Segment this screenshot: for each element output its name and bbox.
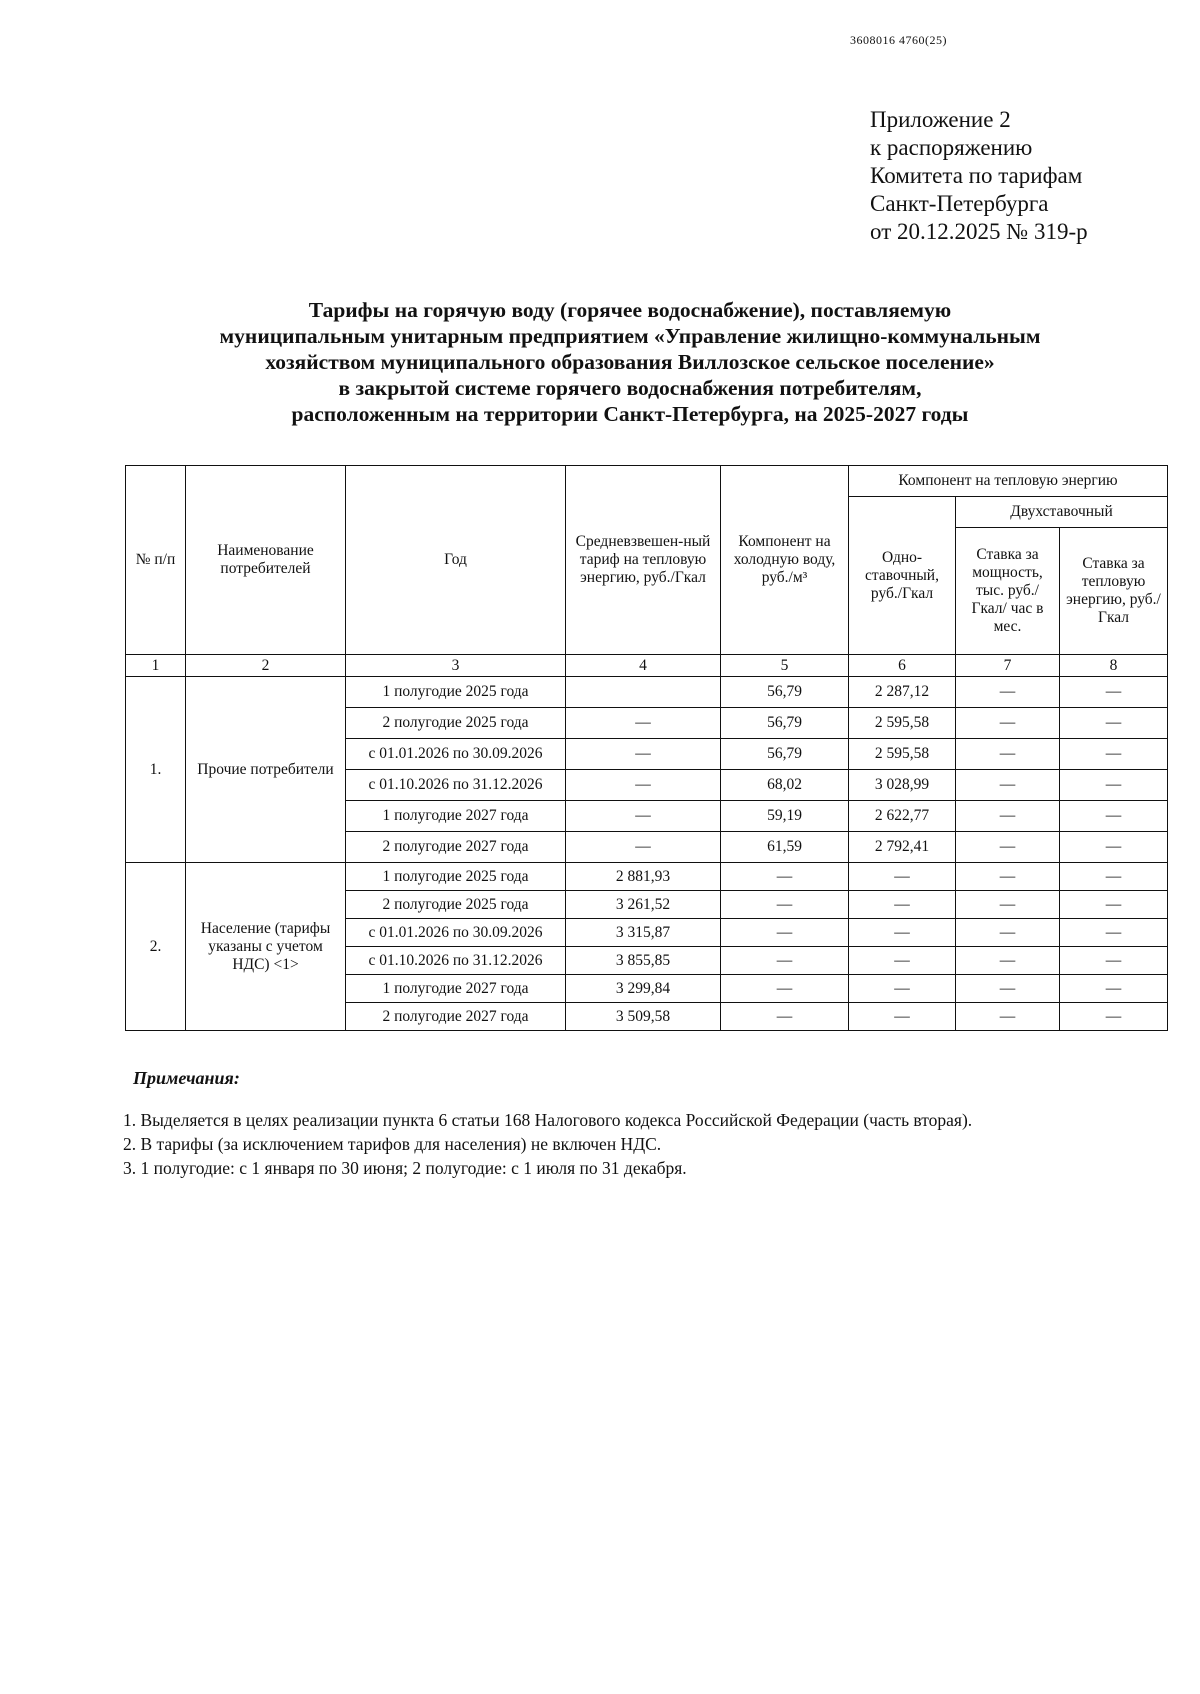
energy-rate-cell: — — [1060, 919, 1168, 947]
document-number: 3608016 4760(25) — [850, 33, 947, 47]
period-cell: с 01.10.2026 по 31.12.2026 — [346, 947, 566, 975]
header-heat-component: Компонент на тепловую энергию — [849, 466, 1168, 497]
energy-rate-cell: — — [1060, 832, 1168, 863]
energy-rate-cell: — — [1060, 770, 1168, 801]
period-cell: 2 полугодие 2025 года — [346, 708, 566, 739]
weighted-cell: 3 855,85 — [566, 947, 721, 975]
cold-water-cell: 61,59 — [721, 832, 849, 863]
capacity-rate-cell: — — [956, 919, 1060, 947]
capacity-rate-cell: — — [956, 677, 1060, 708]
period-cell: с 01.01.2026 по 30.09.2026 — [346, 919, 566, 947]
column-number: 8 — [1060, 655, 1168, 677]
period-cell: с 01.10.2026 по 31.12.2026 — [346, 770, 566, 801]
appendix-date-line: от 20.12.2025 № 319-р — [870, 219, 1088, 244]
weighted-cell: — — [566, 708, 721, 739]
column-number: 5 — [721, 655, 849, 677]
appendix-block — [870, 106, 1088, 246]
energy-rate-cell: — — [1060, 801, 1168, 832]
column-number: 4 — [566, 655, 721, 677]
cold-water-cell: — — [721, 1003, 849, 1031]
header-single-rate: Одно-ставочный, руб./Гкал — [849, 497, 956, 655]
cold-water-cell: 59,19 — [721, 801, 849, 832]
period-cell: 2 полугодие 2025 года — [346, 891, 566, 919]
weighted-cell: — — [566, 832, 721, 863]
period-cell: 2 полугодие 2027 года — [346, 1003, 566, 1031]
appendix-line: Приложение 2 — [870, 107, 1011, 132]
title-line: в закрытой системе горячего водоснабжения потребителям, — [338, 376, 922, 400]
table-row — [126, 677, 1168, 708]
single-rate-cell: 2 595,58 — [849, 708, 956, 739]
single-rate-cell: — — [849, 975, 956, 1003]
energy-rate-cell: — — [1060, 708, 1168, 739]
capacity-rate-cell: — — [956, 739, 1060, 770]
period-cell: 1 полугодие 2027 года — [346, 801, 566, 832]
cold-water-cell: 56,79 — [721, 677, 849, 708]
note-item: 1. Выделяется в целях реализации пункта 6 статьи 168 Налогового кодекса Российской Федерации (часть вторая). — [123, 1110, 973, 1130]
cold-water-cell: — — [721, 919, 849, 947]
weighted-cell: 3 261,52 — [566, 891, 721, 919]
weighted-cell: — — [566, 801, 721, 832]
group-name: Прочие потребители — [186, 677, 346, 863]
single-rate-cell: 2 792,41 — [849, 832, 956, 863]
single-rate-cell: — — [849, 1003, 956, 1031]
single-rate-cell: 3 028,99 — [849, 770, 956, 801]
energy-rate-cell: — — [1060, 863, 1168, 891]
cold-water-cell: — — [721, 863, 849, 891]
single-rate-cell: — — [849, 919, 956, 947]
title-line: Тарифы на горячую воду (горячее водоснабжение), поставляемую — [308, 298, 952, 322]
weighted-cell: 3 299,84 — [566, 975, 721, 1003]
column-number: 3 — [346, 655, 566, 677]
header-weighted-tariff: Средневзвешен-ный тариф на тепловую энергию, руб./Гкал — [566, 466, 721, 655]
document-title — [160, 297, 1100, 427]
period-cell: с 01.01.2026 по 30.09.2026 — [346, 739, 566, 770]
energy-rate-cell: — — [1060, 1003, 1168, 1031]
cold-water-cell: 56,79 — [721, 739, 849, 770]
group-number: 2. — [126, 863, 186, 1031]
header-two-rate: Двухставочный — [956, 497, 1168, 528]
weighted-cell: 3 509,58 — [566, 1003, 721, 1031]
header-consumers: Наименование потребителей — [186, 466, 346, 655]
header-capacity-rate: Ставка за мощность, тыс. руб./Гкал/ час в мес. — [956, 528, 1060, 655]
energy-rate-cell: — — [1060, 891, 1168, 919]
capacity-rate-cell: — — [956, 863, 1060, 891]
header-energy-rate: Ставка за тепловую энергию, руб./Гкал — [1060, 528, 1168, 655]
appendix-line: к распоряжению — [870, 135, 1033, 160]
energy-rate-cell: — — [1060, 739, 1168, 770]
header-num: № п/п — [126, 466, 186, 655]
period-cell: 1 полугодие 2025 года — [346, 677, 566, 708]
capacity-rate-cell: — — [956, 801, 1060, 832]
header-year: Год — [346, 466, 566, 655]
single-rate-cell: 2 287,12 — [849, 677, 956, 708]
weighted-cell: — — [566, 739, 721, 770]
note-item: 3. 1 полугодие: с 1 января по 30 июня; 2 полугодие: с 1 июля по 31 декабря. — [123, 1158, 687, 1178]
capacity-rate-cell: — — [956, 1003, 1060, 1031]
tariffs-table — [125, 465, 1168, 1031]
group-name: Население (тарифы указаны с учетом НДС) <1> — [186, 863, 346, 1031]
column-number: 7 — [956, 655, 1060, 677]
capacity-rate-cell: — — [956, 832, 1060, 863]
header-cold-water: Компонент на холодную воду, руб./м³ — [721, 466, 849, 655]
single-rate-cell: — — [849, 947, 956, 975]
single-rate-cell: — — [849, 863, 956, 891]
capacity-rate-cell: — — [956, 708, 1060, 739]
cold-water-cell: — — [721, 891, 849, 919]
cold-water-cell: — — [721, 975, 849, 1003]
capacity-rate-cell: — — [956, 975, 1060, 1003]
column-number: 6 — [849, 655, 956, 677]
notes-list — [123, 1108, 972, 1180]
single-rate-cell: 2 622,77 — [849, 801, 956, 832]
note-item: 2. В тарифы (за исключением тарифов для населения) не включен НДС. — [123, 1134, 662, 1154]
energy-rate-cell: — — [1060, 975, 1168, 1003]
weighted-cell: 2 881,93 — [566, 863, 721, 891]
energy-rate-cell: — — [1060, 947, 1168, 975]
weighted-cell: — — [566, 770, 721, 801]
period-cell: 1 полугодие 2025 года — [346, 863, 566, 891]
capacity-rate-cell: — — [956, 947, 1060, 975]
cold-water-cell: — — [721, 947, 849, 975]
cold-water-cell: 56,79 — [721, 708, 849, 739]
column-number: 2 — [186, 655, 346, 677]
period-cell: 1 полугодие 2027 года — [346, 975, 566, 1003]
group-number: 1. — [126, 677, 186, 863]
capacity-rate-cell: — — [956, 770, 1060, 801]
title-line: хозяйством муниципального образования Виллозское сельское поселение» — [265, 350, 995, 374]
appendix-line: Санкт-Петербурга — [870, 191, 1049, 216]
notes-title: Примечания: — [133, 1068, 240, 1088]
title-line: расположенным на территории Санкт-Петербурга, на 2025-2027 годы — [291, 402, 969, 426]
title-line: муниципальным унитарным предприятием «Управление жилищно-коммунальным — [219, 324, 1041, 348]
weighted-cell: 3 315,87 — [566, 919, 721, 947]
weighted-cell — [566, 677, 721, 708]
single-rate-cell: 2 595,58 — [849, 739, 956, 770]
period-cell: 2 полугодие 2027 года — [346, 832, 566, 863]
capacity-rate-cell: — — [956, 891, 1060, 919]
energy-rate-cell: — — [1060, 677, 1168, 708]
cold-water-cell: 68,02 — [721, 770, 849, 801]
single-rate-cell: — — [849, 891, 956, 919]
table-row — [126, 863, 1168, 891]
column-number: 1 — [126, 655, 186, 677]
appendix-line: Комитета по тарифам — [870, 163, 1083, 188]
